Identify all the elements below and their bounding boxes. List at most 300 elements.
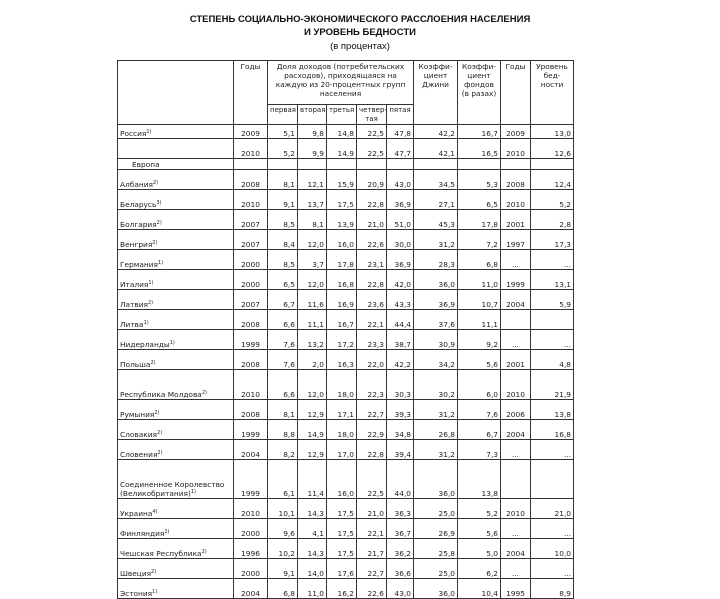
cell-year2: ...: [501, 250, 531, 270]
table-row: [118, 290, 614, 310]
cell-year2: 2010: [501, 370, 531, 400]
country-name: Швеция: [120, 569, 152, 578]
country-cell: [118, 290, 234, 310]
cell-q2: 14,9: [298, 420, 327, 440]
cell-funds: 7,3: [458, 440, 501, 460]
cell-pov: ...: [531, 440, 574, 460]
cell-q2: 12,0: [298, 370, 327, 400]
header-gini: Коэффи-циент Джини: [414, 61, 458, 125]
country-name: Соединенное Королевство (Великобритания): [120, 480, 225, 498]
cell-q4: 22,6: [357, 230, 387, 250]
cell-year: 2008: [234, 170, 268, 190]
footnote-mark: 2): [151, 569, 157, 575]
table-row: [118, 499, 614, 519]
cell-year2: ...: [501, 559, 531, 579]
cell-q5: 51,0: [387, 210, 414, 230]
cell-q2: 12,0: [298, 230, 327, 250]
cell-q1: 6,7: [268, 290, 298, 310]
cell-funds: 16,7: [458, 125, 501, 139]
cell-funds: 16,5: [458, 139, 501, 159]
cell-pov: 13,1: [531, 270, 574, 290]
cell-funds: 7,2: [458, 230, 501, 250]
footnote-mark: 2): [157, 430, 163, 436]
footnote-mark: 1): [148, 280, 154, 286]
cell-year: 2010: [234, 370, 268, 400]
table-body: [118, 125, 614, 599]
table-row: [118, 170, 614, 190]
cell-q1: 8,1: [268, 400, 298, 420]
cell-q5: 39,4: [387, 440, 414, 460]
country-name: Румыния: [120, 410, 155, 419]
cell-gini: 34,2: [414, 350, 458, 370]
cell-year: 2009: [234, 125, 268, 139]
country-name: Польша: [120, 360, 151, 369]
cell-year2: 2010: [501, 499, 531, 519]
cell-pov: [531, 310, 574, 330]
footnote-mark: 2): [148, 300, 154, 306]
cell-q5: 42,2: [387, 350, 414, 370]
cell-q2: 9,9: [298, 139, 327, 159]
header-country: [118, 61, 234, 125]
table-row: [118, 400, 614, 420]
cell-year2: 1995: [501, 579, 531, 599]
table-row: [118, 370, 614, 400]
cell-pov: 2,8: [531, 210, 574, 230]
cell-year: 1999: [234, 330, 268, 350]
country-name: Беларусь: [120, 200, 157, 209]
cell-year2: [501, 310, 531, 330]
country-name: Латвия: [120, 300, 148, 309]
cell-q4: 22,0: [357, 350, 387, 370]
country-cell: [118, 139, 234, 159]
cell-q5: 43,3: [387, 290, 414, 310]
cell-q2: 13,7: [298, 190, 327, 210]
cell-q2: 14,3: [298, 499, 327, 519]
cell-q5: 39,3: [387, 400, 414, 420]
poverty-table: [117, 60, 614, 599]
cell-year: 2010: [234, 139, 268, 159]
cell-q3: 17,1: [327, 400, 357, 420]
country-cell: [118, 460, 234, 499]
cell-gini: 31,2: [414, 400, 458, 420]
cell-q2: 12,9: [298, 440, 327, 460]
data-table-scan: [117, 60, 613, 598]
cell-q2: 14,3: [298, 539, 327, 559]
cell-q1: 8,4: [268, 230, 298, 250]
table-row: [118, 440, 614, 460]
cell-funds: 6,5: [458, 190, 501, 210]
cell-q4: 23,1: [357, 250, 387, 270]
header-poverty: Уровень бед-ности: [531, 61, 574, 125]
cell-year: 2008: [234, 310, 268, 330]
cell-pov: ...: [531, 559, 574, 579]
cell-year2: 2008: [501, 170, 531, 190]
footnote-mark: 2): [154, 410, 160, 416]
cell-q5: 43,0: [387, 579, 414, 599]
footnote-mark: 1): [146, 129, 152, 135]
cell-q3: 16,2: [327, 579, 357, 599]
cell-q2: 9,8: [298, 125, 327, 139]
cell-q4: 22,7: [357, 400, 387, 420]
cell-q5: 34,8: [387, 420, 414, 440]
cell-q2: 8,1: [298, 210, 327, 230]
cell-funds: 13,8: [458, 460, 501, 499]
country-name: Эстония: [120, 589, 153, 598]
cell-q4: 21,0: [357, 499, 387, 519]
cell-q1: 10,2: [268, 539, 298, 559]
cell-pov: 16,8: [531, 420, 574, 440]
cell-q1: 8,5: [268, 210, 298, 230]
country-cell: [118, 400, 234, 420]
cell-q3: 18,0: [327, 370, 357, 400]
cell-year2: 1999: [501, 270, 531, 290]
country-cell: [118, 539, 234, 559]
cell-q1: 9,1: [268, 190, 298, 210]
cell-year2: 2009: [501, 125, 531, 139]
footnote-mark: 2): [156, 220, 162, 226]
country-cell: [118, 559, 234, 579]
cell-pov: ...: [531, 330, 574, 350]
table-row: [118, 579, 614, 599]
cell-q3: 17,8: [327, 250, 357, 270]
cell-q2: 2,0: [298, 350, 327, 370]
cell-pov: 10,0: [531, 539, 574, 559]
cell-q3: 18,0: [327, 420, 357, 440]
cell-q4: 22,5: [357, 125, 387, 139]
country-name: Албания: [120, 180, 153, 189]
cell-gini: 28,3: [414, 250, 458, 270]
cell-q5: 30,3: [387, 370, 414, 400]
cell-year2: 2001: [501, 350, 531, 370]
country-name: Россия: [120, 129, 147, 138]
country-cell: [118, 125, 234, 139]
title-line-2: И УРОВЕНЬ БЕДНОСТИ: [304, 27, 416, 38]
title-line-1: СТЕПЕНЬ СОЦИАЛЬНО-ЭКОНОМИЧЕСКОГО РАССЛОЕНИЯ НАСЕЛЕНИЯ: [189, 14, 531, 25]
cell-q3: 14,8: [327, 125, 357, 139]
cell-year: 2000: [234, 250, 268, 270]
footnote-mark: 1): [157, 260, 164, 266]
cell-q3: 16,0: [327, 460, 357, 499]
table-row: [118, 539, 614, 559]
cell-year: 2010: [234, 499, 268, 519]
table-row: [118, 125, 614, 139]
cell-q4: 23,6: [357, 290, 387, 310]
cell-q3: 17,5: [327, 499, 357, 519]
cell-q5: 44,4: [387, 310, 414, 330]
table-row: [118, 139, 614, 159]
cell-year: 2008: [234, 350, 268, 370]
cell-q4: 21,7: [357, 539, 387, 559]
cell-q4: 22,8: [357, 190, 387, 210]
cell-q5: 44,0: [387, 460, 414, 499]
cell-q3: 14,9: [327, 139, 357, 159]
cell-q5: 36,3: [387, 499, 414, 519]
country-name: Чешская Республика: [120, 549, 202, 558]
cell-year2: 2004: [501, 420, 531, 440]
cell-year2: [501, 460, 531, 499]
cell-q4: 22,9: [357, 420, 387, 440]
footnote-mark: 1): [169, 340, 175, 346]
cell-q4: 22,5: [357, 139, 387, 159]
cell-gini: 25,8: [414, 539, 458, 559]
cell-q1: 7,6: [268, 330, 298, 350]
cell-year: 2007: [234, 210, 268, 230]
country-cell: [118, 210, 234, 230]
table-row: [118, 250, 614, 270]
country-cell: [118, 519, 234, 539]
footnote-mark: 2): [201, 549, 207, 555]
cell-year2: ...: [501, 440, 531, 460]
footnote-mark: 2): [152, 180, 159, 186]
cell-funds: 11,1: [458, 310, 501, 330]
country-name: Венгрия: [120, 240, 153, 249]
cell-q3: 16,3: [327, 350, 357, 370]
cell-q2: 14,0: [298, 559, 327, 579]
cell-q1: 6,1: [268, 460, 298, 499]
cell-pov: 8,9: [531, 579, 574, 599]
cell-year: 1999: [234, 460, 268, 499]
header-group-2: вторая: [298, 105, 327, 125]
cell-year2: 2010: [501, 190, 531, 210]
country-name: Словакия: [120, 430, 158, 439]
cell-q3: 17,2: [327, 330, 357, 350]
cell-q1: 5,2: [268, 139, 298, 159]
cell-pov: ...: [531, 519, 574, 539]
cell-q5: 36,6: [387, 559, 414, 579]
cell-q2: 13,2: [298, 330, 327, 350]
cell-gini: 25,0: [414, 559, 458, 579]
country-cell: [118, 499, 234, 519]
cell-q5: 43,0: [387, 170, 414, 190]
country-name: Италия: [120, 280, 149, 289]
cell-q1: 8,2: [268, 440, 298, 460]
cell-year2: 2001: [501, 210, 531, 230]
cell-gini: 42,2: [414, 125, 458, 139]
cell-q2: 11,1: [298, 310, 327, 330]
cell-q5: 47,7: [387, 139, 414, 159]
cell-pov: 5,2: [531, 190, 574, 210]
header-years: Годы: [234, 61, 268, 125]
cell-q4: 23,3: [357, 330, 387, 350]
cell-q5: 36,9: [387, 190, 414, 210]
cell-q1: 9,6: [268, 519, 298, 539]
cell-pov: 13,8: [531, 400, 574, 420]
cell-gini: 36,9: [414, 290, 458, 310]
footnote-mark: 2): [164, 529, 170, 535]
table-row: [118, 420, 614, 440]
cell-q2: 11,4: [298, 460, 327, 499]
country-cell: [118, 170, 234, 190]
country-cell: [118, 230, 234, 250]
cell-q3: 13,9: [327, 210, 357, 230]
cell-gini: 36,0: [414, 460, 458, 499]
cell-q1: 10,1: [268, 499, 298, 519]
cell-q3: 17,5: [327, 190, 357, 210]
cell-q2: 3,7: [298, 250, 327, 270]
cell-gini: 42,1: [414, 139, 458, 159]
cell-q1: 9,1: [268, 559, 298, 579]
country-name: Болгария: [120, 220, 157, 229]
cell-pov: 12,4: [531, 170, 574, 190]
cell-pov: 21,9: [531, 370, 574, 400]
cell-gini: 31,2: [414, 230, 458, 250]
cell-q4: 22,1: [357, 310, 387, 330]
cell-funds: 6,2: [458, 559, 501, 579]
cell-q4: 22,6: [357, 579, 387, 599]
cell-q4: 21,0: [357, 210, 387, 230]
cell-pov: 13,0: [531, 125, 574, 139]
cell-year2: 2004: [501, 539, 531, 559]
cell-funds: 7,6: [458, 400, 501, 420]
header-income-share: Доля доходов (потребительских расходов), приходящаяся на каждую из 20-процентных групп населения: [268, 61, 414, 105]
cell-q5: 36,9: [387, 250, 414, 270]
footnote-mark: 1): [143, 320, 149, 326]
cell-funds: 17,8: [458, 210, 501, 230]
country-cell: [118, 330, 234, 350]
cell-year2: ...: [501, 330, 531, 350]
footnote-mark: 2): [157, 450, 163, 456]
cell-gini: 45,3: [414, 210, 458, 230]
cell-q1: 5,1: [268, 125, 298, 139]
region-label: Европа: [118, 159, 234, 170]
cell-q5: 47,8: [387, 125, 414, 139]
cell-funds: 10,7: [458, 290, 501, 310]
cell-q4: 22,8: [357, 440, 387, 460]
cell-gini: 36,0: [414, 270, 458, 290]
cell-year: 1999: [234, 420, 268, 440]
cell-gini: 26,9: [414, 519, 458, 539]
cell-gini: 30,2: [414, 370, 458, 400]
cell-q4: 20,9: [357, 170, 387, 190]
table-row: [118, 270, 614, 290]
cell-q3: 17,5: [327, 519, 357, 539]
footnote-mark: 2): [152, 240, 158, 246]
cell-year: 2000: [234, 559, 268, 579]
footnote-mark: 2): [150, 360, 156, 366]
footnote-mark: 4): [152, 509, 158, 515]
cell-gini: 36,0: [414, 579, 458, 599]
cell-q2: 12,1: [298, 170, 327, 190]
cell-q2: 11,0: [298, 579, 327, 599]
table-row: [118, 310, 614, 330]
cell-year: 2000: [234, 270, 268, 290]
cell-gini: 27,1: [414, 190, 458, 210]
cell-year: 2007: [234, 230, 268, 250]
cell-funds: 5,0: [458, 539, 501, 559]
cell-q1: 7,6: [268, 350, 298, 370]
cell-q4: 22,7: [357, 559, 387, 579]
cell-year2: 2004: [501, 290, 531, 310]
cell-q4: 22,1: [357, 519, 387, 539]
cell-q1: 8,5: [268, 250, 298, 270]
country-cell: [118, 190, 234, 210]
cell-funds: 11,0: [458, 270, 501, 290]
cell-q5: 36,7: [387, 519, 414, 539]
country-cell: [118, 440, 234, 460]
country-cell: [118, 270, 234, 290]
title-line-3: (в процентах): [330, 41, 390, 52]
footnote-mark: 1): [152, 589, 158, 595]
header-group-1: первая: [268, 105, 298, 125]
cell-year: 2004: [234, 440, 268, 460]
header-funds: Коэффи-циент фондов (в разах): [458, 61, 501, 125]
table-row: [118, 519, 614, 539]
cell-pov: 12,6: [531, 139, 574, 159]
cell-gini: 34,5: [414, 170, 458, 190]
country-cell: [118, 350, 234, 370]
cell-q1: 6,5: [268, 270, 298, 290]
cell-funds: 5,3: [458, 170, 501, 190]
country-cell: [118, 370, 234, 400]
cell-year: 2007: [234, 290, 268, 310]
cell-q1: 6,8: [268, 579, 298, 599]
country-name: Словения: [120, 450, 158, 459]
cell-gini: 25,0: [414, 499, 458, 519]
cell-year2: 2006: [501, 400, 531, 420]
cell-q1: 8,8: [268, 420, 298, 440]
cell-pov: 17,3: [531, 230, 574, 250]
cell-pov: 4,8: [531, 350, 574, 370]
cell-q3: 16,0: [327, 230, 357, 250]
cell-q3: 17,6: [327, 559, 357, 579]
table-row: [118, 330, 614, 350]
cell-q3: 16,7: [327, 310, 357, 330]
header-group-5: пятая: [387, 105, 414, 125]
region-row: [118, 159, 614, 170]
table-row: [118, 210, 614, 230]
cell-q4: 22,3: [357, 370, 387, 400]
cell-q5: 30,0: [387, 230, 414, 250]
cell-q3: 17,5: [327, 539, 357, 559]
country-name: Украина: [120, 509, 153, 518]
table-row: [118, 350, 614, 370]
header-group-4: четвер-тая: [357, 105, 387, 125]
cell-q5: 36,2: [387, 539, 414, 559]
footnote-mark: 2): [201, 390, 207, 396]
cell-gini: 30,9: [414, 330, 458, 350]
table-row: [118, 460, 614, 499]
header-years-2: Годы: [501, 61, 531, 125]
cell-pov: 5,9: [531, 290, 574, 310]
cell-q2: 11,6: [298, 290, 327, 310]
country-name: Финляндия: [120, 529, 165, 538]
country-cell: [118, 579, 234, 599]
cell-year: 1996: [234, 539, 268, 559]
table-row: [118, 230, 614, 250]
cell-funds: 5,6: [458, 519, 501, 539]
country-name: Германия: [120, 260, 158, 269]
cell-gini: 31,2: [414, 440, 458, 460]
cell-year: 2010: [234, 190, 268, 210]
cell-pov: [531, 460, 574, 499]
table-row: [118, 190, 614, 210]
header-group-3: третья: [327, 105, 357, 125]
cell-q5: 42,0: [387, 270, 414, 290]
cell-q2: 4,1: [298, 519, 327, 539]
cell-q4: 22,5: [357, 460, 387, 499]
cell-funds: 5,2: [458, 499, 501, 519]
country-name: Нидерланды: [120, 340, 170, 349]
cell-pov: 21,0: [531, 499, 574, 519]
cell-q4: 22,8: [357, 270, 387, 290]
cell-funds: 9,2: [458, 330, 501, 350]
country-cell: [118, 310, 234, 330]
cell-q1: 6,6: [268, 370, 298, 400]
cell-q3: 16,8: [327, 270, 357, 290]
cell-gini: 26,8: [414, 420, 458, 440]
cell-q5: 38,7: [387, 330, 414, 350]
cell-q1: 6,6: [268, 310, 298, 330]
